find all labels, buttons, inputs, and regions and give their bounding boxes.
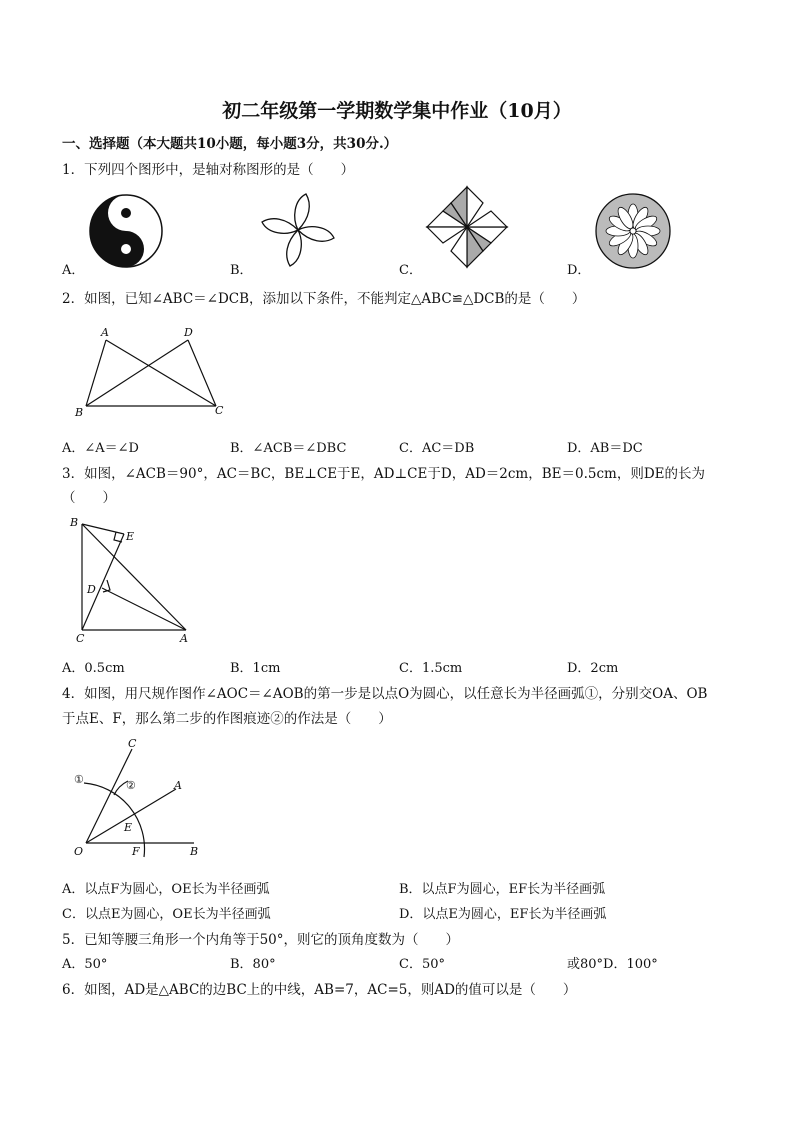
- question-3-stem-line1: 3．如图，∠ACB＝90°，AC＝BC，BE⊥CE于E，AD⊥CE于D，AD＝2cm，BE＝0.5cm，则DE的长为: [62, 466, 706, 482]
- q3-label-a: A: [180, 632, 188, 645]
- question-6-stem: 6．如图，AD是△ABC的边BC上的中线，AB=7，AC=5，则AD的值可以是（ ）: [62, 982, 577, 998]
- q2-label-b: B: [75, 406, 84, 419]
- q4-option-d: D．以点E为圆心，EF长为半径画弧: [399, 907, 607, 922]
- section-heading: 一、选择题（本大题共10小题，每小题3分，共30分.）: [62, 136, 398, 152]
- page-title: 初二年级第一学期数学集中作业（10月）: [222, 100, 572, 122]
- q4-label-o: O: [74, 845, 84, 858]
- q2-label-d: D: [184, 326, 193, 339]
- q3-label-d: D: [87, 583, 96, 596]
- q5-option-d: 或80°D．100°: [567, 957, 658, 972]
- q4-label-b: B: [190, 845, 199, 858]
- q3-label-e: E: [126, 530, 135, 543]
- q5-option-a: A．50°: [62, 957, 108, 972]
- question-4-stem-line2: 于点E、F，那么第二步的作图痕迹②的作法是（ ）: [62, 711, 392, 727]
- q2-option-c: C．AC＝DB: [399, 441, 475, 456]
- q2-option-a: A．∠A＝∠D: [62, 441, 139, 456]
- q5-option-c: C．50°: [399, 957, 445, 972]
- q3-triangle-diagram: [68, 514, 198, 648]
- q4-label-e: E: [124, 821, 133, 834]
- q4-angle-construction-diagram: [70, 735, 210, 861]
- q2-label-c: C: [215, 404, 224, 417]
- q3-option-a: A．0.5cm: [62, 661, 125, 676]
- q5-option-b: B．80°: [230, 957, 276, 972]
- pinwheel-triangles-icon: [424, 184, 510, 270]
- q1-option-a: A．: [62, 263, 85, 278]
- question-3-stem-line2: （ ）: [62, 490, 116, 506]
- q4-option-a: A．以点F为圆心，OE长为半径画弧: [62, 882, 270, 897]
- question-1-stem: 1．下列四个图形中，是轴对称图形的是（ ）: [62, 162, 355, 178]
- yin-yang-icon: [88, 193, 164, 269]
- q3-option-d: D．2cm: [567, 661, 619, 676]
- q3-label-c: C: [76, 632, 85, 645]
- q1-option-b: B．: [230, 263, 253, 278]
- flower-circle-icon: [594, 192, 672, 270]
- q3-option-c: C．1.5cm: [399, 661, 463, 676]
- q4-arc1-marker: ①: [74, 773, 84, 786]
- q2-label-a: A: [101, 326, 109, 339]
- q4-label-a: A: [174, 779, 182, 792]
- q3-option-b: B．1cm: [230, 661, 281, 676]
- q4-label-f: F: [132, 845, 140, 858]
- question-2-stem: 2．如图，已知∠ABC＝∠DCB，添加以下条件，不能判定△ABC≌△DCB的是（ ）: [62, 291, 586, 307]
- q4-option-b: B．以点F为圆心，EF长为半径画弧: [399, 882, 606, 897]
- q2-option-d: D．AB＝DC: [567, 441, 643, 456]
- q4-option-c: C．以点E为圆心，OE长为半径画弧: [62, 907, 271, 922]
- q4-label-c: C: [128, 737, 137, 750]
- q1-option-c: C．: [399, 263, 422, 278]
- question-5-stem: 5．已知等腰三角形一个内角等于50°，则它的顶角度数为（ ）: [62, 932, 460, 948]
- pinwheel-petals-icon: [258, 190, 338, 270]
- q2-trapezoid-diagram: [70, 322, 230, 422]
- q1-option-d: D．: [567, 263, 591, 278]
- q3-label-b: B: [70, 516, 79, 529]
- question-4-stem-line1: 4．如图，用尺规作图作∠AOC＝∠AOB的第一步是以点O为圆心，以任意长为半径画弧①，分别交OA、OB: [62, 686, 708, 702]
- q2-option-b: B．∠ACB＝∠DBC: [230, 441, 347, 456]
- q4-arc2-marker: ②: [126, 779, 136, 792]
